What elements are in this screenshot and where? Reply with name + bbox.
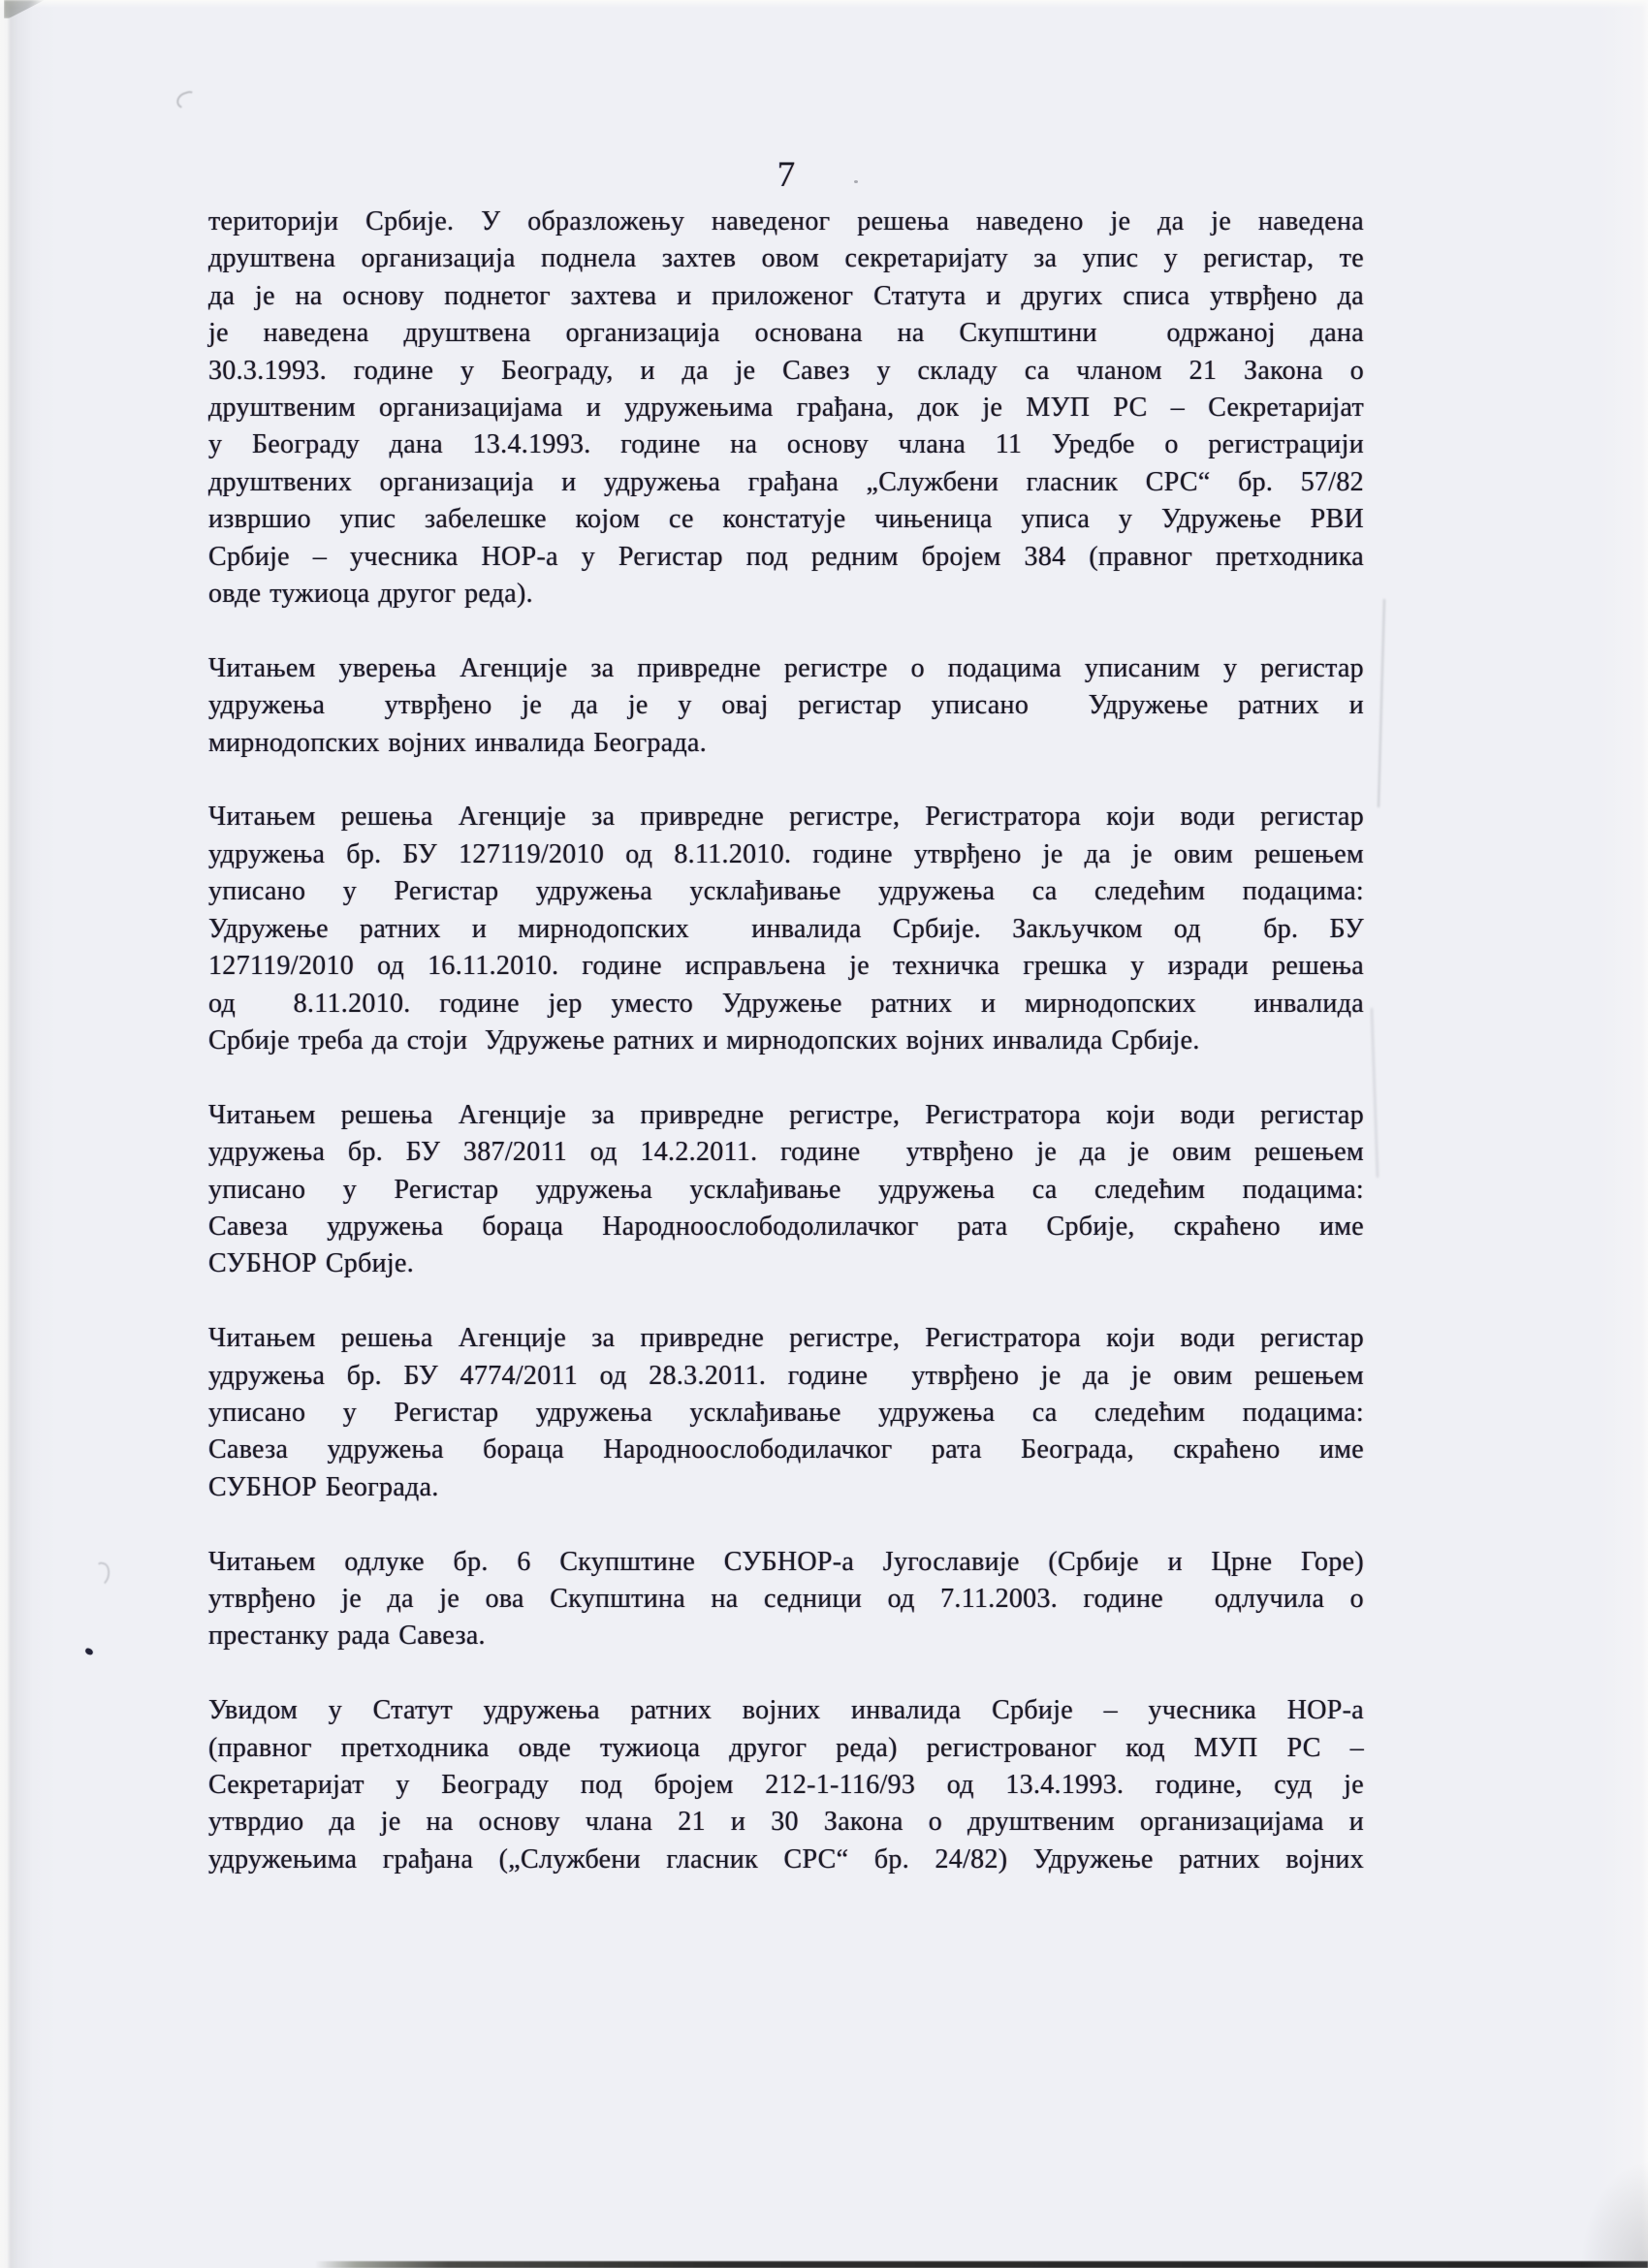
text-line: друштвена организација поднела захтев овом секретаријату за упис у регистар, те bbox=[208, 243, 1364, 274]
text-line: Читањем решења Агенције за привредне регистре, Регистратора који води регистар bbox=[208, 802, 1364, 833]
text-line: Србије треба да стоји Удружење ратних и мирнодопских војних инвалида Србије. bbox=[208, 1024, 1200, 1055]
text-line: престанку рада Савеза. bbox=[208, 1621, 486, 1652]
text-line: Читањем одлуке бр. 6 Скупштине СУБНОР-а Југославије (Србије и Црне Горе) bbox=[208, 1546, 1364, 1577]
text-line: (правног претходника овде тужиоца другог реда) регистрованог код МУП РС – bbox=[208, 1732, 1364, 1763]
scan-artifact-top-edge bbox=[0, 0, 1648, 8]
scan-artifact-fold-line-2 bbox=[1371, 1008, 1379, 1178]
text-line: извршио упис забелешке којом се констатује чињеница уписа у Удружење РВИ bbox=[208, 504, 1364, 535]
text-line: Србије – учесника НОР-а у Регистар под редним бројем 384 (правног претходника bbox=[208, 541, 1364, 572]
text-line: Савеза удружења бораца Народноослободилачког рата Београда, скраћено име bbox=[208, 1434, 1364, 1465]
scan-artifact-bottom-line bbox=[315, 2261, 1648, 2268]
text-line: Секретаријат у Београду под бројем 212-1-116/93 од 13.4.1993. године, суд је bbox=[208, 1769, 1364, 1800]
paragraph-3 bbox=[208, 799, 1364, 1059]
scan-artifact-curl-mark-2 bbox=[92, 1561, 112, 1588]
text-line: удружења бр. БУ 127119/2010 од 8.11.2010. године утврђено је да је овим решењем bbox=[208, 838, 1364, 869]
text-line: СУБНОР Београда. bbox=[208, 1471, 439, 1502]
text-line: овде тужиоца другог реда). bbox=[208, 579, 533, 610]
text-line: уписано у Регистар удружења усклађивање удружења са следећим подацима: bbox=[208, 1397, 1364, 1428]
text-line: удружења бр. БУ 4774/2011 од 28.3.2011. године утврђено је да је овим решењем bbox=[208, 1360, 1364, 1391]
scan-artifact-fold-line bbox=[1378, 599, 1385, 807]
scan-artifact-corner-shade bbox=[1580, 2161, 1648, 2268]
text-line: друштвених организација и удружења грађана „Службени гласник СРС“ бр. 57/82 bbox=[208, 466, 1364, 497]
text-line: друштвеним организацијама и удружењима грађана, док је МУП РС – Секретаријат bbox=[208, 393, 1364, 424]
text-line: територији Србије. У образложењу наведеног решења наведено је да је наведена bbox=[208, 206, 1364, 236]
paragraph-5 bbox=[208, 1320, 1364, 1506]
scan-artifact-right-edge bbox=[1642, 0, 1648, 2268]
text-line: удружењима грађана („Службени гласник СРС“ бр. 24/82) Удружење ратних војних bbox=[208, 1843, 1364, 1874]
scan-artifact-corner-notch bbox=[4, 0, 45, 18]
paragraph-6 bbox=[208, 1544, 1364, 1655]
paragraph-4 bbox=[208, 1097, 1364, 1283]
text-line: утврђено је да је ова Скупштина на седници од 7.11.2003. године одлучила о bbox=[208, 1583, 1364, 1614]
text-line: удружења бр. БУ 387/2011 од 14.2.2011. године утврђено је да је овим решењем bbox=[208, 1137, 1364, 1168]
text-line: Увидом у Статут удружења ратних војних инвалида Србије – учесника НОР-а bbox=[208, 1695, 1364, 1726]
document-body bbox=[208, 204, 1364, 1878]
text-line: у Београду дана 13.4.1993. године на основу члана 11 Уредбе о регистрацији bbox=[208, 429, 1364, 460]
page-number: 7 bbox=[776, 155, 796, 195]
text-line: уписано у Регистар удружења усклађивање удружења са следећим подацима: bbox=[208, 1174, 1364, 1205]
text-line: утврдио да је на основу члана 21 и 30 Закона о друштвеним организацијама и bbox=[208, 1807, 1364, 1838]
text-line: Читањем решења Агенције за привредне регистре, Регистратора који води регистар bbox=[208, 1323, 1364, 1354]
paragraph-1 bbox=[208, 204, 1364, 613]
text-line: Читањем уверења Агенције за привредне регистре о подацима уписаним у регистар bbox=[208, 652, 1364, 683]
text-line: је наведена друштвена организација основана на Скупштини одржаној дана bbox=[208, 318, 1364, 349]
text-line: Савеза удружења бораца Народноослободолилачког рата Србије, скраћено име bbox=[208, 1211, 1364, 1242]
text-line: удружења утврђено је да је у овај регистар уписано Удружење ратних и bbox=[208, 690, 1364, 721]
text-line: Удружење ратних и мирнодопских инвалида Србије. Закључком од бр. БУ bbox=[208, 913, 1364, 944]
text-line: Читањем решења Агенције за привредне регистре, Регистратора који води регистар bbox=[208, 1099, 1364, 1130]
scan-artifact-ink-dot bbox=[84, 1648, 94, 1656]
text-line: 30.3.1993. године у Београду, и да је Савез у складу са чланом 21 Закона о bbox=[208, 355, 1364, 386]
text-line: СУБНОР Србије. bbox=[208, 1248, 415, 1279]
paragraph-7 bbox=[208, 1692, 1364, 1878]
text-line: 127119/2010 од 16.11.2010. године исправљена је техничка грешка у изради решења bbox=[208, 951, 1364, 982]
text-line: мирнодопских војних инвалида Београда. bbox=[208, 727, 708, 758]
text-line: да је на основу поднетог захтева и приложеног Статута и других списа утврђено да bbox=[208, 280, 1364, 311]
scan-artifact-curl-mark bbox=[174, 89, 199, 111]
text-line: уписано у Регистар удружења усклађивање удружења са следећим подацима: bbox=[208, 876, 1364, 907]
text-line: од 8.11.2010. године јер уместо Удружење ратних и мирнодопских инвалида bbox=[208, 988, 1364, 1019]
paragraph-2 bbox=[208, 650, 1364, 762]
